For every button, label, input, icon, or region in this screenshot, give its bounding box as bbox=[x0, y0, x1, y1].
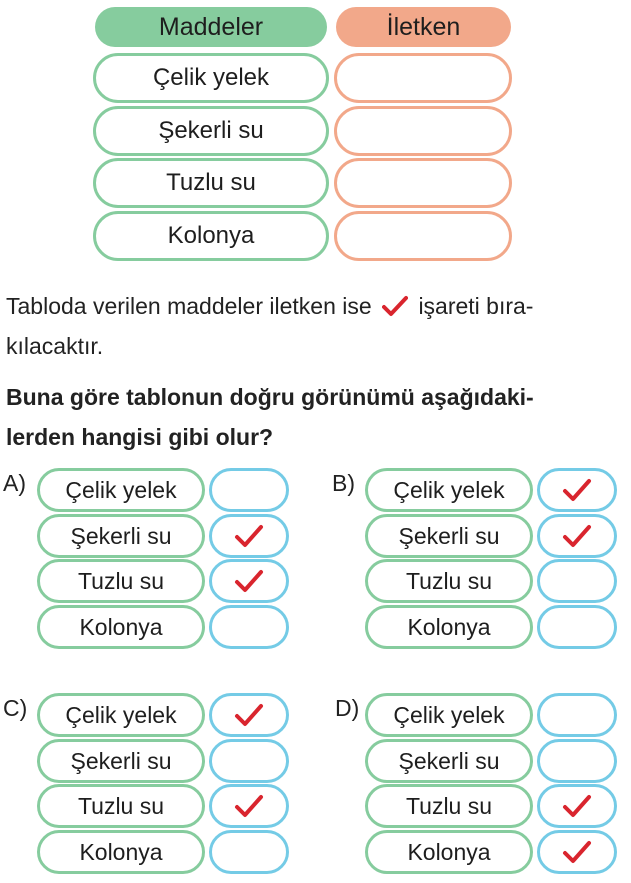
check-mark-icon bbox=[234, 568, 264, 594]
main-row-1-label: Çelik yelek bbox=[93, 53, 329, 103]
header-maddeler: Maddeler bbox=[95, 7, 327, 47]
option-b-row-1-mark bbox=[537, 468, 617, 512]
option-b-row-2-mark bbox=[537, 514, 617, 558]
option-c-label[interactable]: C) bbox=[3, 695, 28, 721]
check-mark-icon bbox=[562, 839, 592, 865]
option-a-row-4-label: Kolonya bbox=[37, 605, 205, 649]
main-row-1-answer[interactable] bbox=[334, 53, 512, 103]
option-b-row-4-label: Kolonya bbox=[365, 605, 533, 649]
instruction-line-1 bbox=[6, 287, 621, 326]
option-d-row-1-mark bbox=[537, 693, 617, 737]
option-c-row-3-mark bbox=[209, 784, 289, 828]
main-row-2-label: Şekerli su bbox=[93, 106, 329, 156]
question-line-1: Buna göre tablonun doğru görünümü aşağıdaki- bbox=[6, 384, 534, 410]
check-mark-icon bbox=[382, 295, 408, 317]
main-row-3-answer[interactable] bbox=[334, 158, 512, 208]
option-d-row-2-mark bbox=[537, 739, 617, 783]
option-c-row-1-mark bbox=[209, 693, 289, 737]
option-b-row-4-mark bbox=[537, 605, 617, 649]
option-c-row-2-mark bbox=[209, 739, 289, 783]
main-row-4-answer[interactable] bbox=[334, 211, 512, 261]
check-mark-icon bbox=[562, 477, 592, 503]
option-a-row-2-label: Şekerli su bbox=[37, 514, 205, 558]
check-mark-icon bbox=[234, 523, 264, 549]
option-a-row-1-label: Çelik yelek bbox=[37, 468, 205, 512]
option-a-row-2-mark bbox=[209, 514, 289, 558]
option-d-row-1-label: Çelik yelek bbox=[365, 693, 533, 737]
option-c-row-2-label: Şekerli su bbox=[37, 739, 205, 783]
check-mark-icon bbox=[562, 793, 592, 819]
option-c-row-1-label: Çelik yelek bbox=[37, 693, 205, 737]
main-row-2-answer[interactable] bbox=[334, 106, 512, 156]
instruction-text-1: Tabloda verilen maddeler iletken ise bbox=[6, 293, 372, 319]
question-line-2: lerden hangisi gibi olur? bbox=[6, 424, 274, 450]
option-c-row-4-label: Kolonya bbox=[37, 830, 205, 874]
header-iletken: İletken bbox=[336, 7, 511, 47]
option-c-row-4-mark bbox=[209, 830, 289, 874]
option-d-row-3-mark bbox=[537, 784, 617, 828]
option-b-row-2-label: Şekerli su bbox=[365, 514, 533, 558]
option-b-row-1-label: Çelik yelek bbox=[365, 468, 533, 512]
option-a-label[interactable]: A) bbox=[3, 470, 26, 496]
option-a-row-4-mark bbox=[209, 605, 289, 649]
option-d-row-2-label: Şekerli su bbox=[365, 739, 533, 783]
option-a-row-1-mark bbox=[209, 468, 289, 512]
option-a-row-3-label: Tuzlu su bbox=[37, 559, 205, 603]
option-d-row-4-label: Kolonya bbox=[365, 830, 533, 874]
instruction-text-2: işareti bıra- bbox=[418, 293, 534, 319]
option-b-label[interactable]: B) bbox=[332, 470, 355, 496]
check-mark-icon bbox=[562, 523, 592, 549]
option-b-row-3-label: Tuzlu su bbox=[365, 559, 533, 603]
option-c-row-3-label: Tuzlu su bbox=[37, 784, 205, 828]
option-d-label[interactable]: D) bbox=[335, 695, 360, 721]
option-d-row-3-label: Tuzlu su bbox=[365, 784, 533, 828]
option-b-row-3-mark bbox=[537, 559, 617, 603]
option-d-row-4-mark bbox=[537, 830, 617, 874]
option-a-row-3-mark bbox=[209, 559, 289, 603]
check-mark-icon bbox=[234, 793, 264, 819]
check-mark-icon bbox=[234, 702, 264, 728]
main-row-4-label: Kolonya bbox=[93, 211, 329, 261]
instruction-line-2: kılacaktır. bbox=[6, 333, 104, 359]
main-row-3-label: Tuzlu su bbox=[93, 158, 329, 208]
